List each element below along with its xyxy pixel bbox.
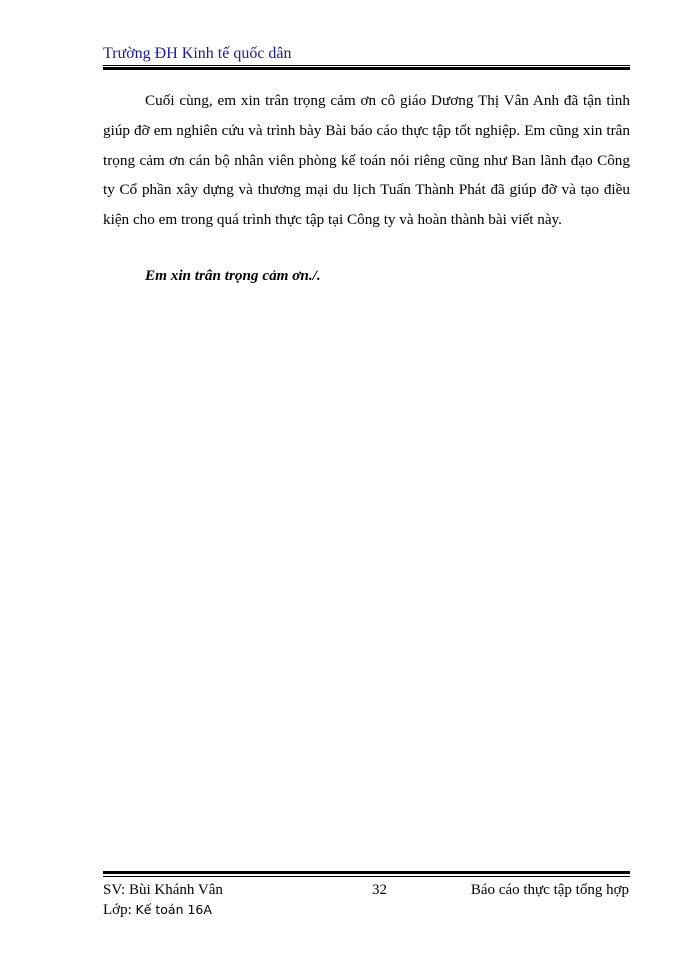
footer-rule-thick xyxy=(103,871,630,874)
footer-class xyxy=(103,900,212,920)
body-text xyxy=(103,86,630,235)
footer-class-label: Lớp: xyxy=(103,902,132,918)
header-rule-thick xyxy=(103,67,630,70)
footer-rule-thin xyxy=(103,876,630,877)
footer-report-title: Báo cáo thực tập tổng hợp xyxy=(470,882,629,898)
header-rule-thin xyxy=(103,65,630,66)
header-title: Trường ĐH Kinh tế quốc dân xyxy=(103,45,292,62)
closing-line: Em xin trân trọng cảm ơn./. xyxy=(145,267,321,284)
footer-student: SV: Bùi Khánh Vân xyxy=(103,882,223,898)
thanks-paragraph: Cuối cùng, em xin trân trọng cảm ơn cô giáo Dương Thị Vân Anh đã tận tình giúp đỡ em nghiên cứu và trình bày Bài báo cáo thực tập tốt nghiệp. Em cũng xin trân trọng cảm ơn cán bộ nhân viên phòng kế toán nói riêng cũng như Ban lãnh đạo Công ty Cổ phần xây dựng và thương mại du lịch Tuấn Thành Phát đã giúp đỡ và tạo điều kiện cho em trong quá trình thực tập tại Công ty và hoàn thành bài viết này. xyxy=(103,92,630,229)
page-number: 32 xyxy=(372,882,387,898)
footer-class-value: Kế toán 16A xyxy=(135,902,212,917)
